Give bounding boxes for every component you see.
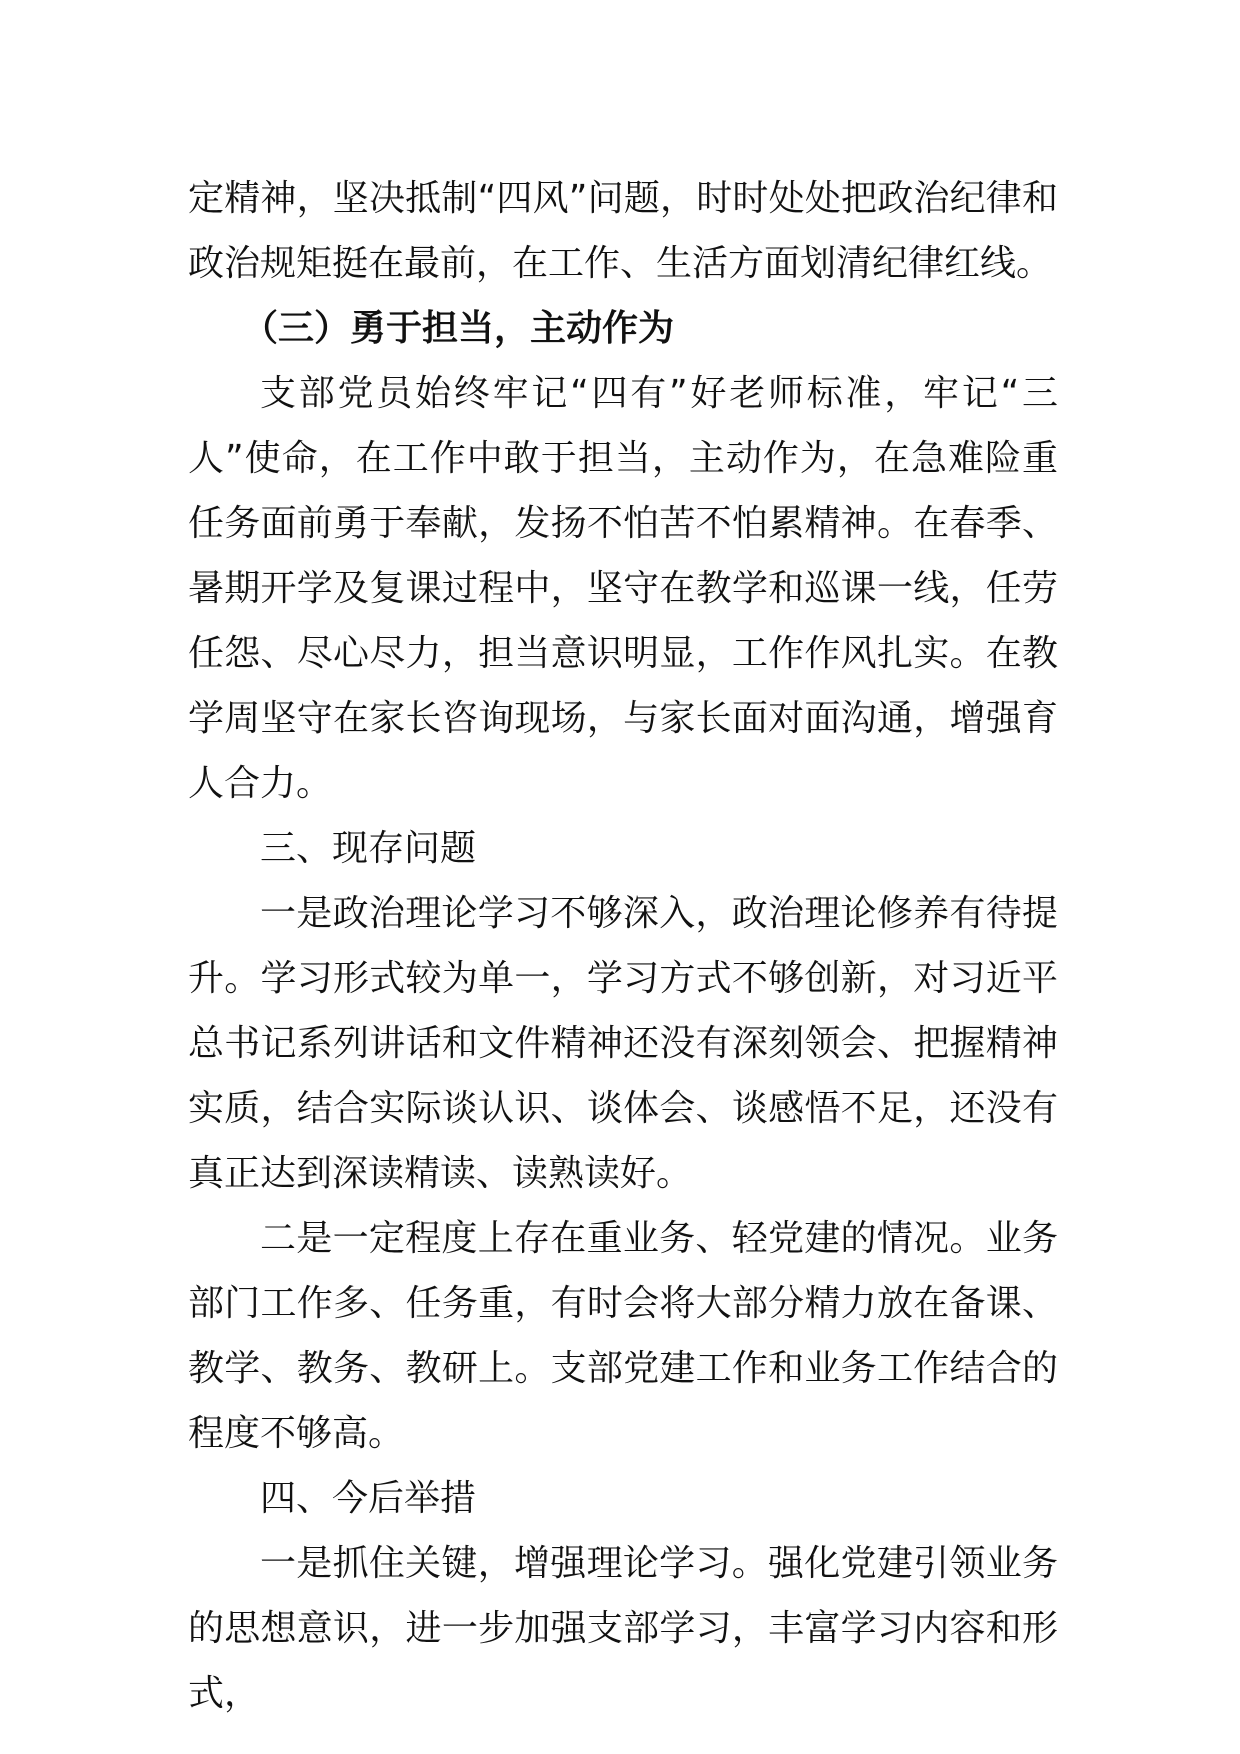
paragraph-measure-1: 一是抓住关键，增强理论学习。强化党建引领业务的思想意识，进一步加强支部学习，丰富学习内容和形式， — [188, 1543, 1058, 1714]
document-body — [188, 166, 1058, 1726]
section-heading-3: （三）勇于担当，主动作为 — [242, 308, 675, 349]
paragraph-responsibility: 支部党员始终牢记“四有”好老师标准，牢记“三人”使命，在工作中敢于担当，主动作为，在急难险重任务面前勇于奉献，发扬不怕苦不怕累精神。在春季、暑期开学及复课过程中，坚守在教学和巡课一线，任劳任怨、尽心尽力，担当意识明显，工作作风扎实。在教学周坚守在家长咨询现场，与家长面对面沟通，增强育人合力。 — [188, 373, 1058, 804]
section-heading-problems: 三、现存问题 — [260, 828, 477, 869]
paragraph-problem-2: 二是一定程度上存在重业务、轻党建的情况。业务部门工作多、任务重，有时会将大部分精力放在备课、教学、教务、教研上。支部党建工作和业务工作结合的程度不够高。 — [188, 1218, 1058, 1454]
paragraph-problem-1: 一是政治理论学习不够深入，政治理论修养有待提升。学习形式较为单一，学习方式不够创新，对习近平总书记系列讲话和文件精神还没有深刻领会、把握精神实质，结合实际谈认识、谈体会、谈感悟不足，还没有真正达到深读精读、读熟读好。 — [188, 893, 1058, 1194]
section-heading-measures: 四、今后举措 — [260, 1478, 477, 1519]
paragraph-continuation: 定精神，坚决抵制“四风”问题，时时处处把政治纪律和政治规矩挺在最前，在工作、生活方面划清纪律红线。 — [188, 178, 1058, 284]
